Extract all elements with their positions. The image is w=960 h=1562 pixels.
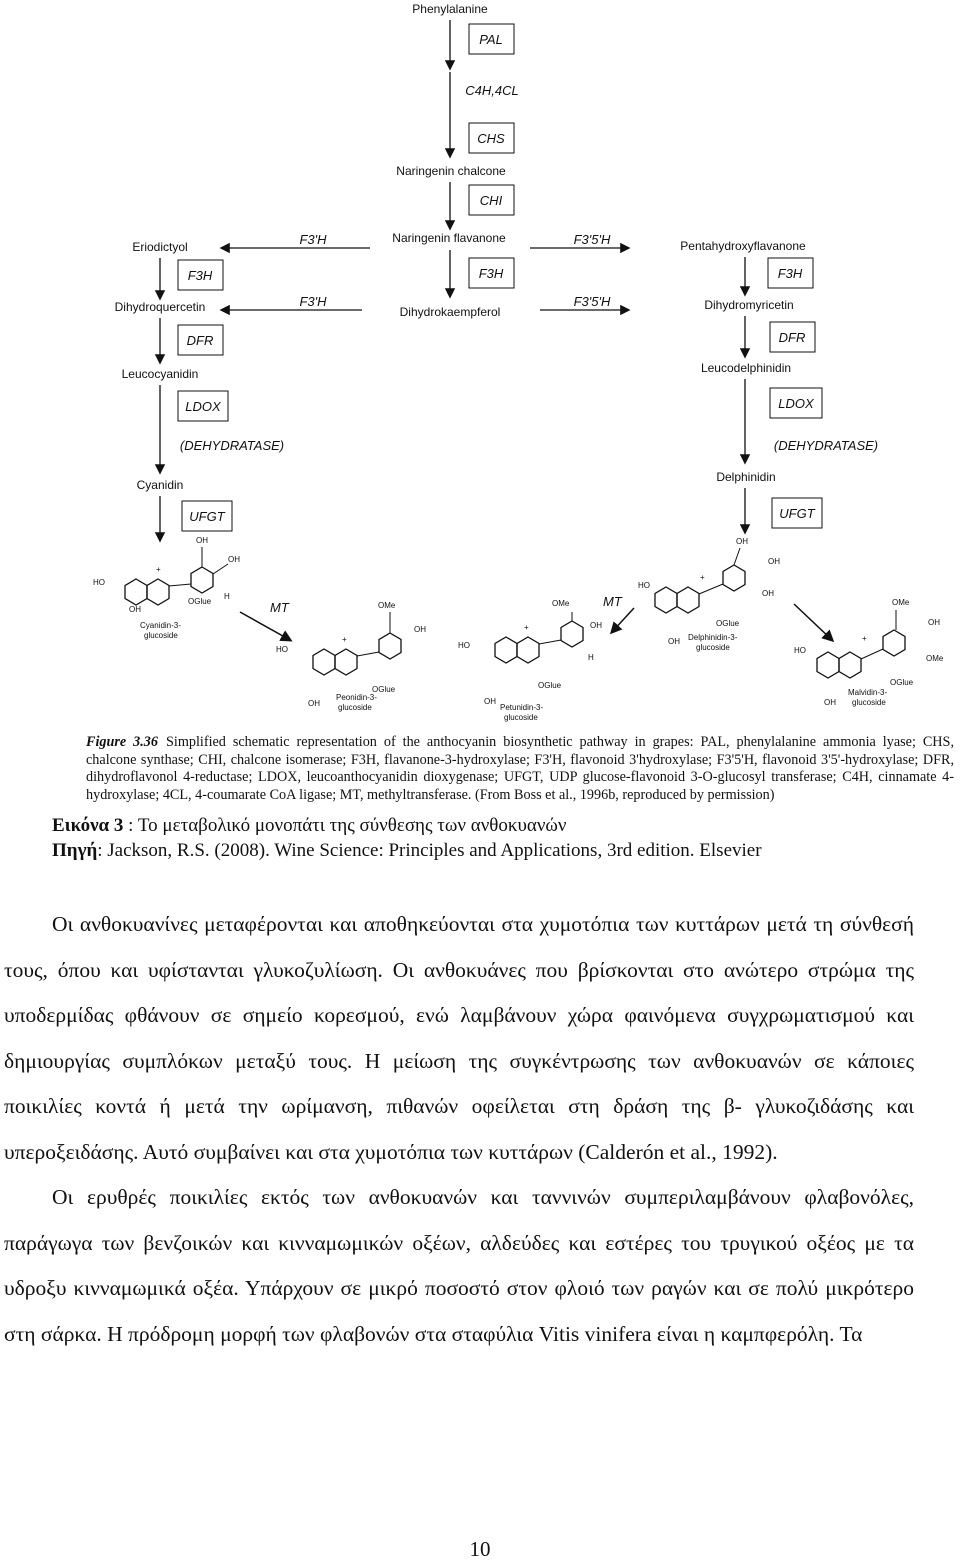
paragraph: Οι ανθοκυανίνες μεταφέρονται και αποθηκεύονται στα χυμοτόπια των κυττάρων μετά τη σύνθεσή τους, όπου και υφίστανται γλυκοζυλίωση. Οι ανθοκυάνες που βρίσκονται στο ανώτερο στρώμα της υποδερμίδας φθάνουν σε σημείο κορεσμού, ενώ λαμβάνουν χώρα φαινόμενα συγχρωματισμού και δημιουργίας συμπλόκων μεταξύ τους. Η μείωση της συγκέντρωσης των ανθοκυανών σε κάποιες ποικιλίες κοντά ή μετά την ωρίμανση, πιθανών οφείλεται στη δράση της β- γλυκοζιδάσης και υπεροξειδάσης. Αυτό συμβαίνει και στα χυμοτόπια των κυττάρων (Calderón et al., 1992). — [4, 912, 914, 1164]
svg-text:Cyanidin-3-: Cyanidin-3- — [140, 621, 181, 630]
svg-text:H: H — [588, 653, 594, 662]
figure-caption — [86, 734, 954, 804]
mt-right-enzyme: MT — [603, 594, 622, 609]
svg-text:Malvidin-3-: Malvidin-3- — [848, 688, 888, 697]
dfr-left-enzyme: DFR — [186, 333, 214, 348]
naringenin-chalcone-label: Naringenin chalcone — [396, 164, 506, 178]
image-caption — [52, 813, 762, 863]
f3h-center-enzyme: F3H — [478, 266, 504, 281]
svg-text:glucoside: glucoside — [504, 713, 538, 722]
delphinidin-label: Delphinidin — [716, 470, 776, 484]
eriodictyol-label: Eriodictyol — [132, 240, 188, 254]
petunidin-3-glucoside-structure — [458, 599, 602, 722]
page-number: 10 — [469, 1537, 491, 1561]
dihydrokaempferol-label: Dihydrokaempferol — [399, 305, 501, 319]
svg-text:HO: HO — [638, 581, 650, 590]
svg-text:+: + — [862, 634, 867, 643]
svg-text:OGlue: OGlue — [716, 619, 740, 628]
svg-text:glucoside: glucoside — [696, 643, 730, 652]
dfr-right-enzyme: DFR — [778, 330, 806, 345]
source-label: Πηγή — [52, 840, 98, 861]
chs-enzyme: CHS — [477, 131, 505, 146]
ldox-left-enzyme: LDOX — [185, 399, 221, 414]
svg-text:OH: OH — [768, 557, 780, 566]
c4h-4cl-enzyme: C4H,4CL — [465, 83, 519, 98]
cyanidin-3-glucoside-structure — [93, 536, 240, 640]
svg-text:OH: OH — [484, 697, 496, 706]
f3prime-h-bottom: F3'H — [299, 294, 327, 309]
f35prime-h-top: F3'5'H — [573, 232, 611, 247]
svg-text:OH: OH — [762, 589, 774, 598]
svg-text:glucoside: glucoside — [338, 703, 372, 712]
svg-text:OH: OH — [824, 698, 836, 707]
svg-text:OGlue: OGlue — [372, 685, 396, 694]
svg-text:OH: OH — [196, 536, 208, 545]
f3h-left-enzyme: F3H — [187, 268, 213, 283]
svg-text:glucoside: glucoside — [852, 698, 886, 707]
malvidin-3-glucoside-structure — [794, 598, 944, 707]
svg-text:OH: OH — [308, 699, 320, 708]
svg-text:OH: OH — [129, 605, 141, 614]
f3prime-h-top: F3'H — [299, 232, 327, 247]
paragraph: Οι ερυθρές ποικιλίες εκτός των ανθοκυανών και ταννινών συμπεριλαμβάνουν φλαβονόλες, παράγωγα των βενζοικών και κινναμωμικών οξέων, αλδεύδες και εστέρες του τρυγικού οξέος με τα υδροξυ κινναμωμικά οξέα. Υπάρχουν σε μικρό ποσοστό στον φλοιό των ραγών και σε πολύ μικρότερο στη σάρκα. Η πρόδρομη μορφή των φλαβονών στα σταφύλια Vitis vinifera είναι η καμπφερόλη. Τα — [4, 1185, 914, 1346]
figure-caption-text: Simplified schematic representation of the anthocyanin biosynthetic pathway in grapes: PAL, phenylalanine ammonia lyase; CHS, chalcone synthase; CHI, chalcone isomerase; F3H, flavanone-3-hydroxylase; F3'H, flavonoid 3'hydroxylase; F3'5'H, flavonoid 3'5'-hydroxylase; DFR, dihydroflavonol 4-reductase; LDOX, leucoanthocyanidin dioxygenase; UFGT, UDP glucose-flavonoid 3-O-glucosyl transferase; C4H, cinnamate 4-hydroxylase; 4CL, 4-coumarate CoA ligase; MT, methyltransferase. (From Boss et al., 1996b, reproduced by permission) — [86, 734, 954, 803]
svg-text:HO: HO — [794, 646, 806, 655]
mt-left-enzyme: MT — [270, 600, 289, 615]
svg-text:HO: HO — [93, 578, 105, 587]
svg-text:OH: OH — [590, 621, 602, 630]
dihydroquercetin-label: Dihydroquercetin — [114, 300, 206, 314]
svg-text:OMe: OMe — [892, 598, 910, 607]
dehydratase-left: (DEHYDRATASE) — [179, 438, 285, 453]
svg-text:Peonidin-3-: Peonidin-3- — [336, 693, 377, 702]
f35prime-h-bottom: F3'5'H — [573, 294, 611, 309]
ufgt-left-enzyme: UFGT — [189, 509, 225, 524]
svg-text:OH: OH — [928, 618, 940, 627]
ldox-right-enzyme: LDOX — [778, 396, 814, 411]
svg-text:OGlue: OGlue — [188, 597, 212, 606]
cyanidin-label: Cyanidin — [136, 478, 184, 492]
delphinidin-3-glucoside-structure — [638, 537, 780, 652]
body-text — [4, 902, 914, 1357]
svg-text:OH: OH — [414, 625, 426, 634]
chi-enzyme: CHI — [479, 193, 503, 208]
svg-text:OH: OH — [736, 537, 748, 546]
svg-text:Delphinidin-3-: Delphinidin-3- — [688, 633, 738, 642]
dehydratase-right: (DEHYDRATASE) — [773, 438, 879, 453]
svg-text:OH: OH — [228, 555, 240, 564]
svg-text:+: + — [700, 573, 705, 582]
svg-text:HO: HO — [276, 645, 288, 654]
peonidin-3-glucoside-structure — [276, 601, 426, 712]
ufgt-right-enzyme: UFGT — [779, 506, 815, 521]
svg-text:OMe: OMe — [926, 654, 944, 663]
pal-enzyme: PAL — [479, 32, 503, 47]
svg-text:H: H — [224, 592, 230, 601]
anthocyanin-pathway-figure — [0, 0, 960, 740]
source-text: : Jackson, R.S. (2008). Wine Science: Principles and Applications, 3rd edition. Elsevier — [97, 840, 762, 861]
svg-text:OH: OH — [668, 637, 680, 646]
caption-label: Εικόνα 3 — [52, 815, 124, 836]
leucocyanidin-label: Leucocyanidin — [121, 367, 199, 381]
naringenin-flavanone-label: Naringenin flavanone — [392, 231, 506, 245]
svg-text:+: + — [342, 635, 347, 644]
svg-text:HO: HO — [458, 641, 470, 650]
svg-text:glucoside: glucoside — [144, 631, 178, 640]
f3h-right-enzyme: F3H — [777, 266, 803, 281]
svg-text:+: + — [156, 565, 161, 574]
svg-text:OMe: OMe — [552, 599, 570, 608]
caption-text: : Το μεταβολικό μονοπάτι της σύνθεσης των ανθοκυανών — [123, 815, 567, 836]
svg-text:OGlue: OGlue — [890, 678, 914, 687]
pentahydroxyflavanone-label: Pentahydroxyflavanone — [680, 239, 806, 253]
svg-text:+: + — [524, 623, 529, 632]
phenylalanine-label: Phenylalanine — [412, 2, 488, 16]
svg-text:OMe: OMe — [378, 601, 396, 610]
leucodelphinidin-label: Leucodelphinidin — [700, 361, 792, 375]
svg-text:Petunidin-3-: Petunidin-3- — [500, 703, 544, 712]
figure-label: Figure 3.36 — [86, 734, 158, 750]
dihydromyricetin-label: Dihydromyricetin — [704, 298, 794, 312]
svg-text:OGlue: OGlue — [538, 681, 562, 690]
